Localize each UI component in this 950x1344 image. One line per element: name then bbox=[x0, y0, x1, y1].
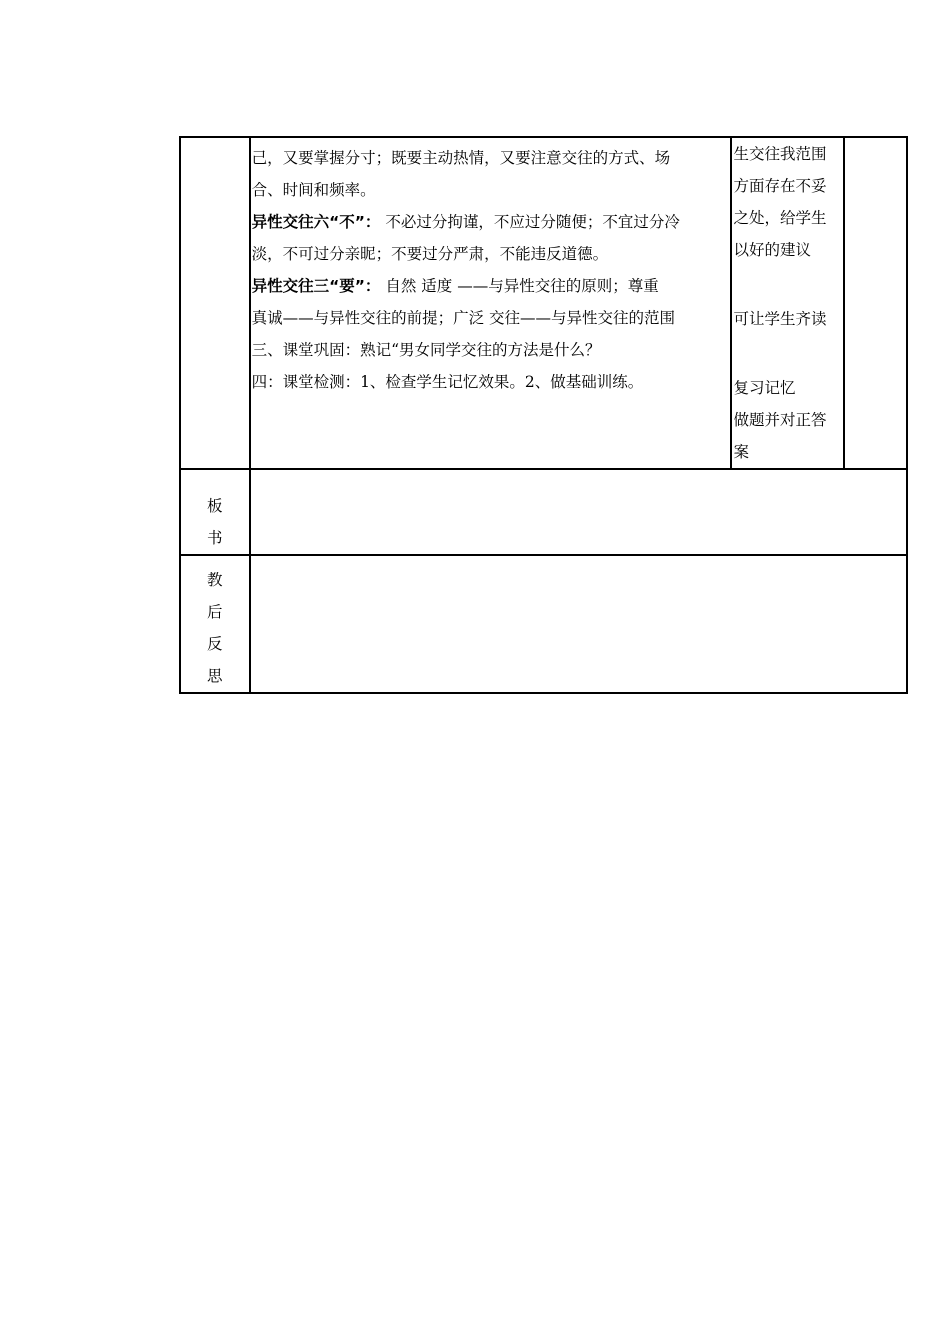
blackboard-label-char: 书 bbox=[207, 529, 223, 547]
content-line: 异性交往三“要”： 自然 适度 ——与异性交往的原则；尊重 bbox=[251, 277, 659, 295]
note-line: 方面存在不妥 bbox=[733, 177, 827, 195]
content-line: 己，又要掌握分寸；既要主动热情，又要注意交往的方式、场 bbox=[251, 149, 671, 167]
reflection-content-cell bbox=[250, 555, 907, 693]
spacer bbox=[734, 266, 844, 303]
content-line: 真诚——与异性交往的前提；广泛 交往——与异性交往的范围 bbox=[251, 309, 675, 327]
reflection-label-cell bbox=[180, 555, 250, 693]
heading-three-musts: 异性交往三“要”： bbox=[251, 277, 381, 295]
teaching-content bbox=[251, 138, 730, 398]
note-line: 做题并对正答 bbox=[733, 411, 827, 429]
empty-label-cell bbox=[180, 137, 250, 469]
note-line: 生交往我范围 bbox=[733, 145, 827, 163]
reflection-label-char: 反 bbox=[207, 635, 223, 653]
note-line: 以好的建议 bbox=[733, 241, 812, 259]
content-line: 合、时间和频率。 bbox=[251, 181, 376, 199]
note-line: 之处，给学生 bbox=[733, 209, 827, 227]
teaching-notes bbox=[732, 138, 844, 468]
blackboard-label-cell bbox=[180, 469, 250, 555]
reflection-label-char: 后 bbox=[207, 603, 223, 621]
note-line: 案 bbox=[733, 443, 750, 461]
reflection-label-char: 思 bbox=[207, 667, 223, 685]
teaching-notes-cell bbox=[731, 137, 845, 469]
note-line: 复习记忆 bbox=[733, 379, 796, 397]
teaching-content-cell bbox=[250, 137, 731, 469]
content-line: 三、课堂巩固：熟记“男女同学交往的方法是什么？ bbox=[251, 341, 601, 359]
note-line: 可让学生齐读 bbox=[733, 310, 827, 328]
blackboard-label-char: 板 bbox=[207, 497, 223, 515]
empty-right-cell bbox=[844, 137, 907, 469]
reflection-row bbox=[180, 555, 907, 693]
reflection-label-char: 教 bbox=[207, 571, 223, 589]
lesson-plan-table bbox=[179, 136, 908, 694]
blackboard-row bbox=[180, 469, 907, 555]
spacer bbox=[734, 335, 844, 372]
blackboard-content-cell bbox=[250, 469, 907, 555]
content-line: 四：课堂检测：1、检查学生记忆效果。2、做基础训练。 bbox=[251, 373, 644, 391]
content-line: 异性交往六“不”： 不必过分拘谨，不应过分随便；不宜过分冷 bbox=[251, 213, 680, 231]
heading-six-nos: 异性交往六“不”： bbox=[251, 213, 381, 231]
teaching-process-row bbox=[180, 137, 907, 469]
content-line: 淡，不可过分亲昵；不要过分严肃，不能违反道德。 bbox=[251, 245, 609, 263]
